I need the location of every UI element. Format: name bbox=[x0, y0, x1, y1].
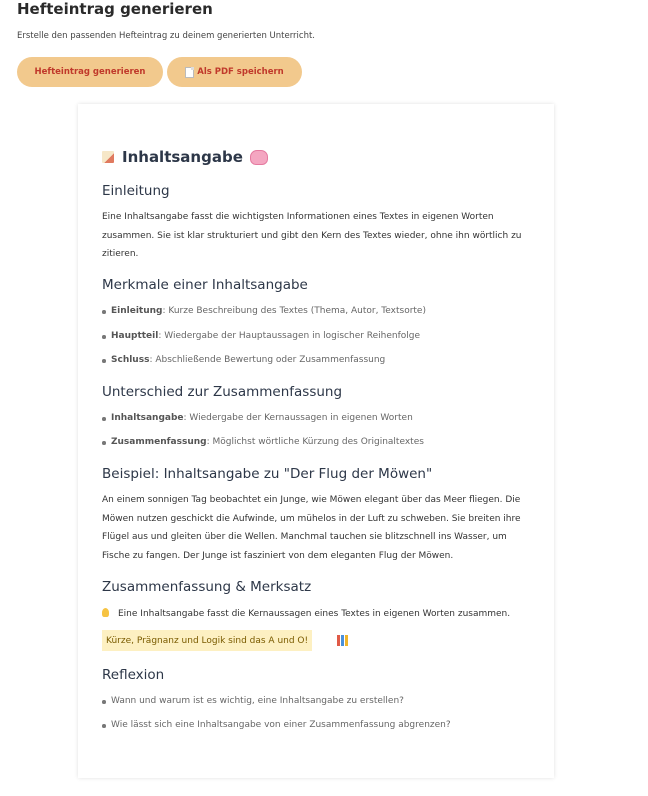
hefteintrag-card bbox=[78, 104, 554, 778]
section-heading-features: Merkmale einer Inhaltsangabe bbox=[102, 277, 308, 293]
section-heading-difference: Unterschied zur Zusammenfassung bbox=[102, 384, 343, 400]
list-item: Inhaltsangabe: Wiedergabe der Kernaussagen in eigenen Worten bbox=[111, 413, 413, 423]
section-heading-intro: Einleitung bbox=[102, 183, 170, 199]
list-item: Schluss: Abschließende Bewertung oder Zusammenfassung bbox=[111, 355, 386, 365]
list-item: Hauptteil: Wiedergabe der Hauptaussagen in logischer Reihenfolge bbox=[111, 331, 421, 341]
section-text-example: An einem sonnigen Tag beobachtet ein Junge, wie Möwen elegant über das Meer fliegen. Die Möwen nutzen geschickt die Aufwinde, um mühelos in der Luft zu schweben. Sie breiten ihre Flügel aus und gleiten über die Wellen. Manchmal tauchen sie blitzschnell ins Wasser, um Fische zu fangen. Der Junge ist fasziniert von dem eleganten Flug der Möwen. bbox=[102, 495, 521, 561]
merksatz-highlight: Kürze, Prägnanz und Logik sind das A und O! bbox=[102, 630, 312, 651]
list-item: Wie lässt sich eine Inhaltsangabe von einer Zusammenfassung abgrenzen? bbox=[111, 720, 451, 730]
section-heading-example: Beispiel: Inhaltsangabe zu "Der Flug der Möwen" bbox=[102, 466, 433, 482]
doc-title-text: Inhaltsangabe bbox=[122, 148, 243, 166]
summary-line: Eine Inhaltsangabe fasst die Kernaussagen eines Textes in eigenen Worten zusammen. bbox=[102, 608, 510, 619]
generate-button-label: Hefteintrag generieren bbox=[34, 67, 146, 77]
memo-icon bbox=[102, 151, 114, 163]
page-title: Hefteintrag generieren bbox=[17, 0, 213, 18]
doc-title bbox=[102, 148, 268, 166]
list-item: Zusammenfassung: Möglichst wörtliche Kürzung des Originaltextes bbox=[111, 437, 424, 447]
generate-button[interactable] bbox=[17, 57, 163, 87]
list-item: Einleitung: Kurze Beschreibung des Textes (Thema, Autor, Textsorte) bbox=[111, 306, 426, 316]
brain-icon bbox=[250, 150, 268, 165]
page-subtitle: Erstelle den passenden Hefteintrag zu deinem generierten Unterricht. bbox=[17, 31, 316, 41]
lightbulb-icon bbox=[102, 608, 109, 617]
section-heading-reflection: Reflexion bbox=[102, 667, 165, 683]
document-icon bbox=[185, 67, 194, 78]
section-heading-summary: Zusammenfassung & Merksatz bbox=[102, 579, 312, 595]
save-pdf-button-label: Als PDF speichern bbox=[197, 67, 284, 77]
section-text-intro: Eine Inhaltsangabe fasst die wichtigsten Informationen eines Textes in eigenen Worten zusammen. Sie ist klar strukturiert und gibt den Kern des Textes wieder, ohne ihn wörtlich zu zitieren. bbox=[102, 212, 522, 259]
books-icon bbox=[337, 635, 348, 646]
save-pdf-button[interactable] bbox=[167, 57, 302, 87]
list-item: Wann und warum ist es wichtig, eine Inhaltsangabe zu erstellen? bbox=[111, 696, 404, 706]
